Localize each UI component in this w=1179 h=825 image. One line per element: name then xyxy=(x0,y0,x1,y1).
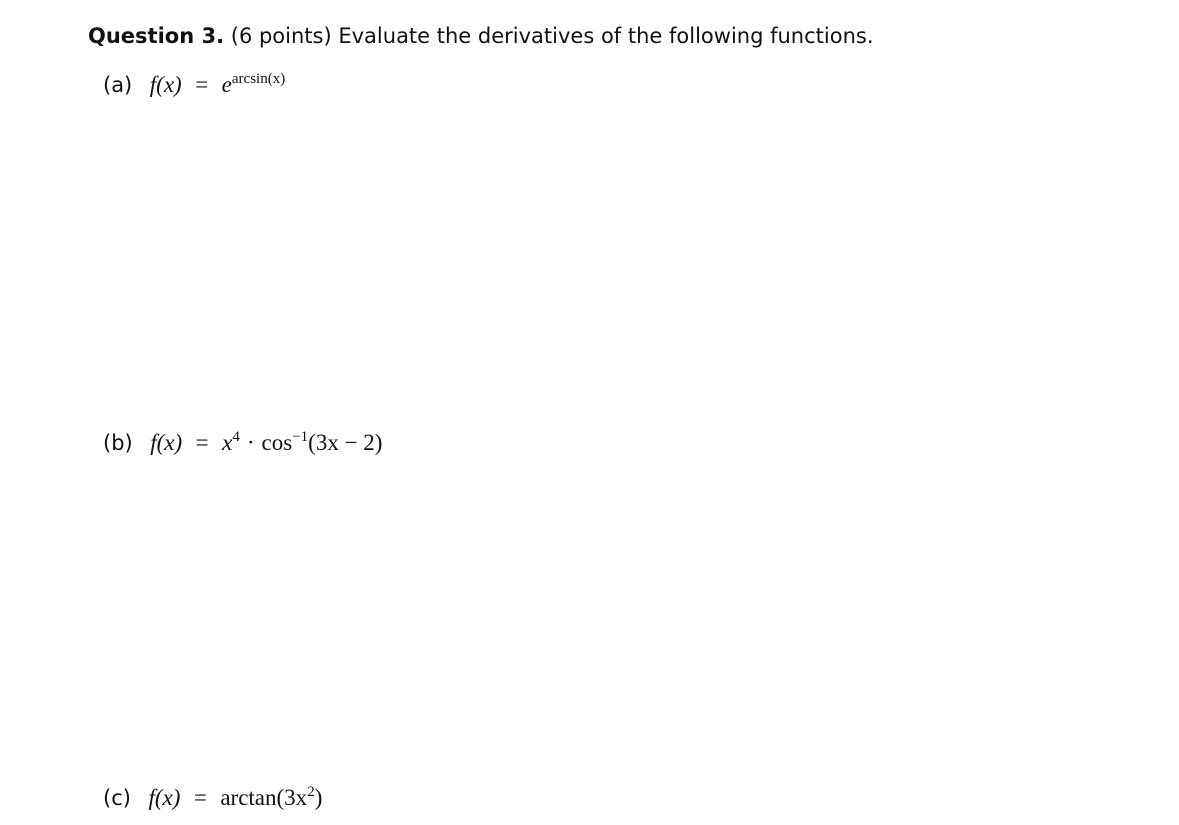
part-a xyxy=(103,64,285,100)
part-b-term1-base: x xyxy=(222,430,233,455)
part-c-equals: = xyxy=(193,785,207,810)
part-c-rhs xyxy=(220,785,322,810)
part-c-exponent: 2 xyxy=(307,784,315,800)
part-b-dot: · xyxy=(246,430,255,455)
part-a-base: e xyxy=(221,72,232,97)
part-c-label: (c) xyxy=(103,786,131,810)
part-c xyxy=(103,777,322,813)
part-a-label: (a) xyxy=(103,73,133,97)
part-b-func-exponent: −1 xyxy=(292,429,309,445)
question-header xyxy=(88,21,874,51)
question-points: (6 points) xyxy=(230,24,332,48)
part-b-arg: (3x − 2) xyxy=(308,430,383,455)
part-a-exponent: arcsin(x) xyxy=(231,71,286,87)
question-number: Question 3. xyxy=(88,24,225,48)
part-b-rhs xyxy=(222,430,382,455)
part-c-close: ) xyxy=(314,785,323,810)
part-a-equals: = xyxy=(195,72,209,97)
part-b-equals: = xyxy=(195,430,209,455)
part-b-func: cos xyxy=(261,430,293,455)
part-b-label: (b) xyxy=(103,431,133,455)
part-c-lhs: f(x) xyxy=(148,785,181,810)
part-b-term1-exponent: 4 xyxy=(232,429,240,445)
part-a-rhs xyxy=(222,72,286,97)
part-b-lhs: f(x) xyxy=(150,430,183,455)
question-instruction: Evaluate the derivatives of the following functions. xyxy=(338,24,874,48)
part-a-lhs: f(x) xyxy=(149,72,182,97)
part-b xyxy=(103,422,382,458)
part-c-func: arctan(3x xyxy=(220,785,308,810)
